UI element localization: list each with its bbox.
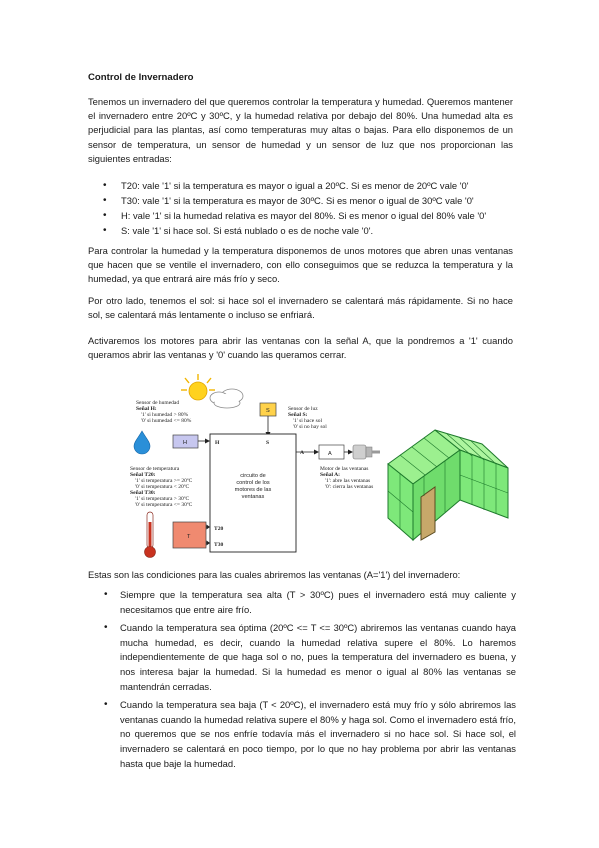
conditions-intro: Estas son las condiciones para las cuales abriremos las ventanas (A='1') del invernadero: (88, 569, 461, 580)
input-item-h: • H: vale '1' si la humedad relativa es mayor del 80%. Si es menor o igual del 80% vale '0' (88, 208, 518, 223)
hum-sensor-signal: Señal H: (136, 406, 157, 412)
hum-sensor-line-1: '1' si humedad > 80% (141, 412, 189, 418)
temp-sensor-signal-t30: Señal T30: (130, 490, 156, 496)
greenhouse-icon (388, 430, 508, 540)
motor-icon (353, 445, 380, 459)
port-t30-label: T30 (214, 542, 224, 548)
sun-cloud-icon (181, 374, 243, 408)
light-sensor-box-label: S (266, 408, 270, 414)
circuit-label-3: motores de las (234, 487, 272, 493)
input-item-t20: • T20: vale '1' si la temperatura es mayor o igual a 20ºC. Si es menor de 20ºC vale '0' (88, 178, 518, 193)
temp-sensor-t30-line-1: '1' si temperatura > 30ºC (135, 496, 190, 502)
light-sensor-line-1: '1' si hace sol (293, 418, 323, 424)
hum-sensor-title: Sensor de humedad (136, 400, 180, 406)
port-s-label: S (266, 440, 270, 446)
motor-title: Motor de las ventanas (320, 466, 369, 472)
circuit-label-4: ventanas (241, 494, 265, 500)
condition-low-temp: • Cuando la temperatura sea baja (T < 20ºC), el invernadero está muy frío y sólo abriremos las ventanas cuando la humedad relativa supere el 80% y haga sol. Como el invernadero está frío, no queremos que se nos enfríe todavía más el invernadero si no hace sol. Si hace sol, el invernadero se calentará en poco tiempo, por lo que no hay problema por abrir las ventanas hasta que baje la humedad. (88, 698, 516, 771)
port-h-label: H (215, 440, 220, 446)
light-sensor-line-0: '0' si no hay sol (293, 424, 327, 430)
port-a-label: A (300, 450, 305, 456)
motor-line-1: '1': abre las ventanas (325, 478, 371, 484)
inputs-list (88, 178, 518, 238)
temperature-sensor-box-label: T (187, 534, 191, 540)
intro-paragraph: Tenemos un invernadero del que queremos controlar la temperatura y humedad. Queremos mantener el invernadero entre 20ºC y 30ºC, y la humedad relativa por debajo del 80%. Una humedad alta es perjudicial para las plantas, así como temperaturas muy altas o bajas. Para ello disponemos de un sensor de temperatura, un sensor de humedad y un sensor de luz que nos proporcionan las siguientes entradas: (88, 96, 513, 164)
light-sensor-title: Sensor de luz (288, 406, 318, 412)
motors-paragraph: Para controlar la humedad y la temperatura disponemos de unos motores que abren unas ventanas que hacen que se ventile el invernadero, con ello conseguimos que se reduzca la temperatura y la humedad, ya que entrará aire más frío y seco. (88, 245, 513, 285)
motor-line-0: '0': cierra las ventanas (325, 484, 374, 490)
motor-signal: Señal A: (320, 472, 341, 478)
input-item-t30: • T30: vale '1' si la temperatura es mayor de 30ºC. Si es menor o igual de 30ºC vale '0' (88, 193, 518, 208)
port-t20-label: T20 (214, 526, 224, 532)
motor-a-box-label: A (328, 451, 332, 457)
water-drop-icon (134, 431, 150, 454)
hum-sensor-line-0: '0' si humedad <= 80% (141, 418, 192, 424)
light-sensor-signal: Señal S: (288, 412, 308, 418)
thermometer-icon (145, 512, 156, 558)
control-circuit-block (210, 434, 296, 552)
temp-sensor-t30-line-0: '0' si temperatura <= 30ºC (135, 502, 193, 508)
temp-sensor-title: Sensor de temperatura (130, 466, 180, 472)
circuit-label-1: circuito de (240, 473, 266, 479)
sun-paragraph: Por otro lado, tenemos el sol: si hace sol el invernadero se calentará más rápidamente. Si no hace sol, se calentará más lentamente o incluso se enfriará. (88, 295, 513, 321)
document-title: Control de Invernadero (88, 72, 194, 83)
input-item-s: • S: vale '1' si hace sol. Si está nublado o es de noche vale '0'. (88, 223, 518, 238)
temp-sensor-t20-line-1: '1' si temperatura >= 20ºC (135, 478, 193, 484)
temp-sensor-signal-t20: Señal T20: (130, 472, 156, 478)
condition-high-temp: • Siempre que la temperatura sea alta (T > 30ºC) pues el invernadero está muy caliente y necesitamos que entre aire frío. (88, 588, 516, 617)
temp-sensor-t20-line-0: '0' si temperatura < 20ºC (135, 484, 190, 490)
conditions-list (88, 588, 516, 775)
circuit-label-2: control de los (236, 480, 270, 486)
greenhouse-control-diagram (120, 372, 514, 562)
humidity-sensor-box-label: H (183, 440, 188, 446)
condition-optimal-temp: • Cuando la temperatura sea óptima (20ºC <= T <= 30ºC) abriremos las ventanas cuando haya mucha humedad, es decir, cuando la humedad relativa supere el 80%. Lo haremos independientemente de que haga sol o no, pues la temperatura del invernadero es buena, y nos interesa bajar la humedad. Si la humedad es menor o igual al 80% las ventanas se mantendrán cerradas. (88, 621, 516, 694)
signal-paragraph: Activaremos los motores para abrir las ventanas con la señal A, que la pondremos a '1' cuando queramos abrir las ventanas y '0' cuando las queramos cerrar. (88, 335, 513, 361)
